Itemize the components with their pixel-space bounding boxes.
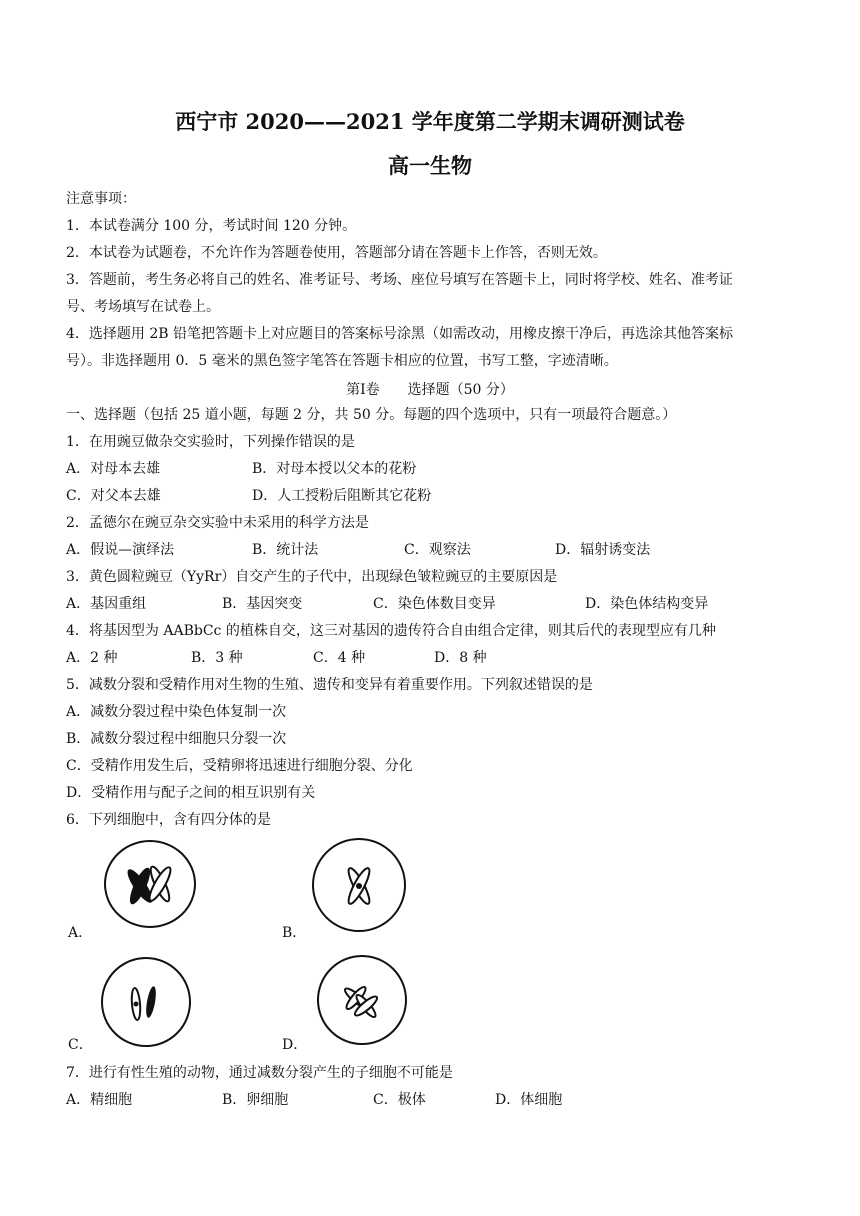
option-c: C．4 种 [313, 650, 366, 666]
notice-item-continued: 号）。非选择题用 0．5 毫米的黑色签字笔答在答题卡相应的位置，书写工整，字迹清晰。 [66, 353, 618, 369]
notice-item: 3．答题前，考生务必将自己的姓名、准考证号、考场、座位号填写在答题卡上，同时将学校、姓名、准考证 [66, 272, 733, 288]
option-b: B． [282, 925, 307, 941]
option-b: B．对母本授以父本的花粉 [252, 461, 417, 477]
question-stem: 4．将基因型为 AABbCc 的植株自交，这三对基因的遗传符合自由组合定律，则其后代的表现型应有几种 [66, 623, 716, 639]
option-a: A．基因重组 [66, 596, 147, 612]
question-stem: 1．在用豌豆做杂交实验时，下列操作错误的是 [66, 434, 355, 450]
option-b: B．3 种 [191, 650, 243, 666]
option-c: C．极体 [373, 1092, 426, 1108]
exam-subject: 高一生物 [388, 153, 472, 178]
question-stem: 5．减数分裂和受精作用对生物的生殖、遗传和变异有着重要作用。下列叙述错误的是 [66, 677, 593, 693]
option-d: D．8 种 [434, 650, 487, 666]
cell-diagram-d [314, 952, 410, 1048]
cell-diagram-b [310, 836, 408, 934]
option-c: C．对父本去雄 [66, 488, 161, 504]
option-b: B．统计法 [252, 542, 319, 558]
cell-diagram-c [98, 954, 194, 1050]
question-stem: 2．孟德尔在豌豆杂交实验中未采用的科学方法是 [66, 515, 369, 531]
section-intro: 一、选择题（包括 25 道小题，每题 2 分，共 50 分。每题的四个选项中，只有一项最符合题意。） [66, 407, 677, 423]
option-b: B．卵细胞 [222, 1092, 289, 1108]
option-b: B．基因突变 [222, 596, 303, 612]
option-a: A． [68, 925, 93, 941]
option-a: A．2 种 [66, 650, 118, 666]
question-stem: 7．进行有性生殖的动物，通过减数分裂产生的子细胞不可能是 [66, 1065, 453, 1081]
notice-item: 1．本试卷满分 100 分，考试时间 120 分钟。 [66, 218, 357, 234]
notice-item: 4．选择题用 2B 铅笔把答题卡上对应题目的答案标号涂黑（如需改动，用橡皮擦干净后，再选涂其他答案标 [66, 326, 734, 342]
option-a: A．对母本去雄 [66, 461, 161, 477]
notice-item-continued: 号、考场填写在试卷上。 [66, 299, 220, 315]
section-heading: 第Ⅰ卷 选择题（50 分） [346, 382, 514, 398]
notice-heading: 注意事项： [66, 191, 136, 207]
option-d: D．人工授粉后阻断其它花粉 [252, 488, 432, 504]
option-c: C． [68, 1037, 93, 1053]
exam-title: 西宁市 2020——2021 学年度第二学期末调研测试卷 [175, 109, 685, 134]
option-d: D．辐射诱变法 [555, 542, 651, 558]
option-a: A．假说—演绎法 [66, 542, 175, 558]
option-c: C．观察法 [404, 542, 471, 558]
question-stem: 3．黄色圆粒豌豆（YyRr）自交产生的子代中，出现绿色皱粒豌豆的主要原因是 [66, 569, 558, 585]
question-stem: 6．下列细胞中，含有四分体的是 [66, 812, 271, 828]
notice-item: 2．本试卷为试题卷，不允许作为答题卷使用，答题部分请在答题卡上作答，否则无效。 [66, 245, 607, 261]
option-d: D．受精作用与配子之间的相互识别有关 [66, 785, 316, 801]
option-c: C．受精作用发生后，受精卵将迅速进行细胞分裂、分化 [66, 758, 413, 774]
option-d: D．体细胞 [495, 1092, 563, 1108]
option-a: A．减数分裂过程中染色体复制一次 [66, 704, 287, 720]
cell-diagram-a [102, 838, 198, 930]
option-c: C．染色体数目变异 [373, 596, 496, 612]
option-a: A．精细胞 [66, 1092, 133, 1108]
option-d: D．染色体结构变异 [585, 596, 709, 612]
option-d: D． [282, 1037, 308, 1053]
option-b: B．减数分裂过程中细胞只分裂一次 [66, 731, 287, 747]
